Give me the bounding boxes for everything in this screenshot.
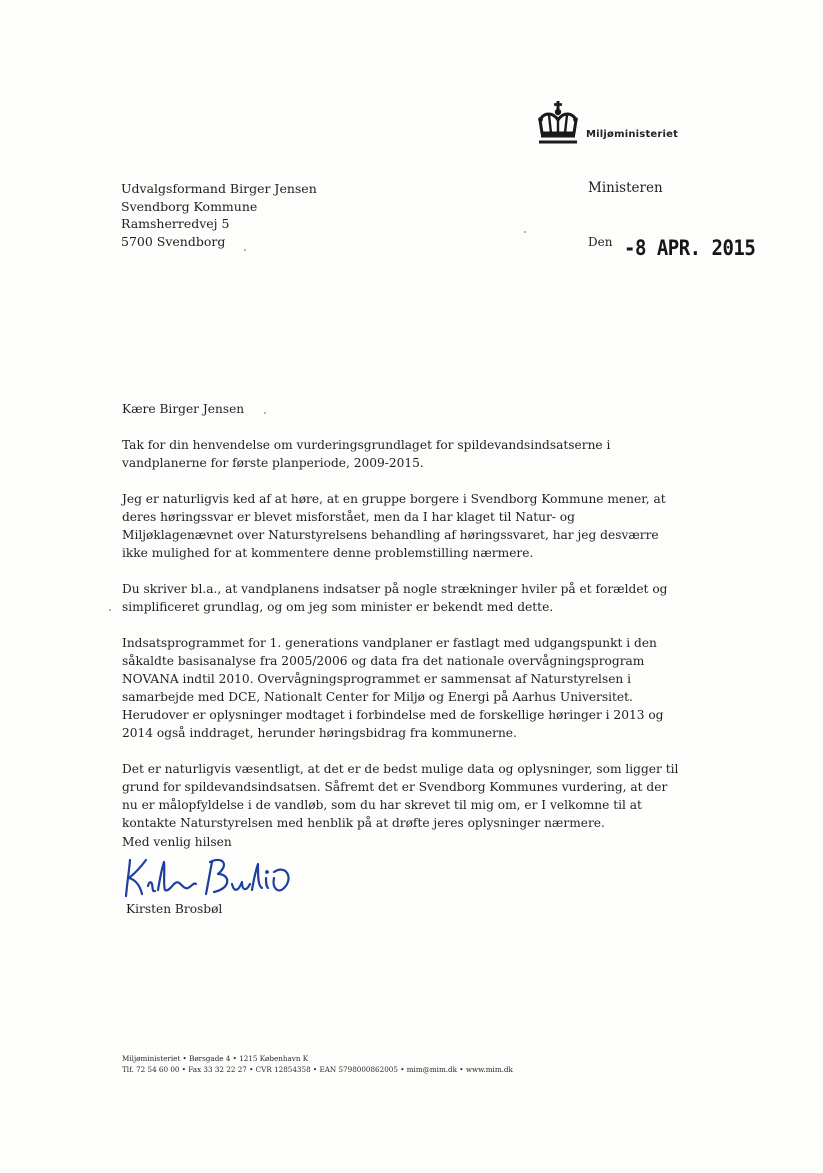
letter-body (122, 400, 682, 850)
paper-speck (109, 609, 111, 611)
closing: Med venlig hilsen (122, 835, 232, 849)
recipient-line: Udvalgsformand Birger Jensen (121, 181, 317, 196)
recipient-line: Svendborg Kommune (121, 198, 258, 214)
handwritten-signature (118, 848, 298, 904)
paragraph: Tak for din henvendelse om vurderingsgrundlaget for spildevandsindsatserne i vandplanerne for første planperiode, 2009-2015. (122, 438, 611, 470)
footer-address: Miljøministeriet • Børsgade 4 • 1215 København K (122, 1054, 309, 1063)
salutation: Kære Birger Jensen (122, 402, 245, 416)
paper-speck (524, 231, 526, 233)
paragraph: Indsatsprogrammet for 1. generations vandplaner er fastlagt med udgangspunkt i den såkaldte basisanalyse fra 2005/2006 og data fra det nationale overvågningsprogram NOVANA indtil 2010. Overvågningsprogrammet er sammensat af Naturstyrelsen i samarbejde med DCE, Nationalt Center for Miljø og Energi på Aarhus Universitet. Herudover er oplysninger modtaget i forbindelse med de forskellige høringer i 2013 og 2014 også inddraget, herunder høringsbidrag fra kommunerne. (122, 636, 664, 740)
paper-speck (244, 249, 246, 251)
sender-title: Ministeren (588, 180, 663, 196)
paragraph: Det er naturligvis væsentligt, at det er de bedst mulige data og oplysninger, som ligger til grund for spildevandsindsatsen. Såfremt det er Svendborg Kommunes vurdering, at der nu er målopfyldelse i de vandløb, som du har skrevet til mig om, er I velkomne til at kontakte Naturstyrelsen med henblik på at drøfte jeres oplysninger nærmere. (122, 762, 679, 830)
ministry-name: Miljøministeriet (586, 129, 679, 140)
ministry-logo (536, 100, 686, 150)
recipient-address (121, 180, 317, 250)
crown-icon (536, 100, 580, 148)
date-stamp: -8 APR. 2015 (624, 236, 756, 261)
footer-contact: Tlf. 72 54 60 00 • Fax 33 32 22 27 • CVR 12854358 • EAN 5798000862005 • mim@mim.dk • www.mim.dk (122, 1065, 513, 1074)
signer-name: Kirsten Brosbøl (126, 902, 223, 916)
recipient-line: Ramsherredvej 5 (121, 216, 230, 231)
paper-speck (264, 412, 266, 414)
date-label: Den (588, 235, 613, 249)
paragraph: Du skriver bl.a., at vandplanens indsatser på nogle strækninger hviler på et forældet og simplificeret grundlag, og om jeg som minister er bekendt med dette. (122, 582, 668, 614)
footer (122, 1053, 513, 1075)
paragraph: Jeg er naturligvis ked af at høre, at en gruppe borgere i Svendborg Kommune mener, at deres høringssvar er blevet misforstået, men da I har klaget til Natur- og Miljøklagenævnet over Naturstyrelsens behandling af høringssvaret, har jeg desværre ikke mulighed for at kommentere denne problemstilling nærmere. (122, 492, 666, 560)
recipient-line: 5700 Svendborg (121, 233, 226, 249)
